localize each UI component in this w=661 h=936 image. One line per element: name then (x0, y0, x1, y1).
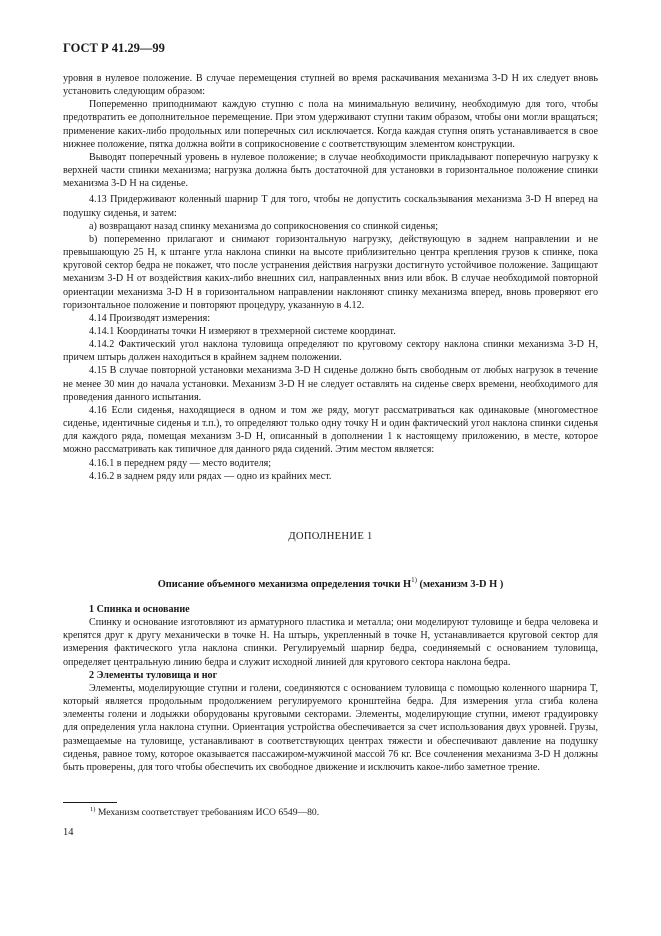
list-item: а) возвращают назад спинку механизма до соприкосновения со спинкой сиденья; (89, 220, 439, 232)
page-header: ГОСТ Р 41.29—99 (63, 41, 165, 55)
paragraph: Выводят поперечный уровень в нулевое положение; в случае необходимости прикладывают поперечную нагрузку к верхней части спинки механизма; нагрузка должна быть достаточной для установки в горизонтальное положение спинки механизма 3-D H на сиденье. (63, 151, 598, 190)
subsection-heading: 2 Элементы туловища и ног (89, 669, 218, 681)
footnote-divider (63, 802, 117, 803)
list-item: 4.16.2 в заднем ряду или рядах — одно из крайних мест. (89, 470, 332, 482)
footnote-ref: 1) (411, 576, 417, 584)
list-item: 4.16.1 в переднем ряду — место водителя; (89, 457, 272, 469)
paragraph: Спинку и основание изготовляют из арматурного пластика и металла; они моделируют туловище и бедра человека и крепятся друг к другу механически в точке H. На штырь, укрепленный в точке H, устанавливается круговой сектор для измерения фактического угла наклона спинки. Регулируемый шарнир бедра, соединяемый с основанием туловища, определяет центральную линию бедра и служит исходной линией для кругового сектора наклона бедра. (63, 617, 598, 668)
appendix-title-main: Описание объемного механизма определения точки H (157, 579, 412, 590)
section-4-text (63, 72, 598, 483)
paragraph: 4.14 Производят измерения: (89, 312, 211, 324)
paragraph: 4.14.1 Координаты точки H измеряют в трехмерной системе координат. (89, 325, 396, 337)
paragraph: Попеременно приподнимают каждую ступню с пола на минимальную величину, необходимую для того, чтобы предотвратить ее дополнительное перемещение. При этом удерживают ступни таким образом, чтобы они могли вращаться; применение каких-либо продольных или поперечных сил исключается. Когда каждая ступня опять устанавливается в свое нижнее положение, пятка должна войти в соприкосновение с соответствующим элементом конструкции. (63, 99, 598, 150)
list-item: b) попеременно прилагают и снимают горизонтальную нагрузку, действующую в заднем направлении и не превышающую 25 Н, к штанге угла наклона спинки на высоте приблизительно центра крепления грузов к спинке, пока круговой сектор бедра не покажет, что после устранения действия нагрузки достигнуто устойчивое положение. Защищают механизм 3-D H от воздействия каких-либо внешних сил, направленных вниз или вбок. В случае необходимой повторной ориентации механизма 3-D H в горизонтальном направлении наклоняют спинку механизма вперед, вновь проверяют его горизонтальное положение и повторяют процедуру, указанную в 4.12. (63, 233, 598, 311)
footnote (90, 806, 319, 819)
subsection-heading: 1 Спинка и основание (89, 604, 190, 615)
paragraph: 4.13 Придерживают коленный шарнир T для того, чтобы не допустить соскальзывания механизма 3-D H вперед на подушку сиденья, и затем: (63, 194, 598, 219)
paragraph: 4.16 Если сиденья, находящиеся в одном и том же ряду, могут рассматриваться как одинаковые (многоместное сиденье, идентичные сиденья и т.п.), то определяют только одну точку H и один фактический угол наклона спинки сиденья для каждого ряда, помещая механизм 3-D H, описанный в дополнении 1 к настоящему приложению, в месте, которое можно рассматривать как типичное для данного ряда сидений. Этим местом является: (63, 404, 598, 456)
page-number: 14 (63, 827, 74, 838)
paragraph: 4.14.2 Фактический угол наклона туловища определяют по круговому сектору наклона спинки механизма 3-D H, причем штырь должен находиться в крайнем заднем положении. (63, 339, 598, 364)
paragraph: Элементы, моделирующие ступни и голени, соединяются с основанием туловища с помощью коленного шарнира T, который является продольным продолжением регулируемого кронштейна бедра. Для измерения угла сгиба колена элементы голени и лодыжки оборудованы круговыми секторами. Элементы, моделирующие ступни, имеют градуировку для определения угла наклона ступни. Ориентация устройства обеспечивается за счет использования двух уровней. Грузы, размещаемые на туловище, устанавливают в соответствующих центрах тяжести и обеспечивают давление на подушку сиденья, равное тому, которое оказывается пассажиром-мужчиной массой 76 кг. Все сочленения механизма 3-D H должны быть проверены, для того чтобы обеспечить их свободное движение и исключить какое-либо заметное трение. (63, 682, 598, 773)
footnote-text: Механизм соответствует требованиям ИСО 6549—80. (95, 807, 320, 818)
appendix-title (63, 578, 598, 591)
appendix-text (63, 603, 598, 774)
paragraph: 4.15 В случае повторной установки механизма 3-D H сиденье должно быть свободным от любых нагрузок в течение не менее 30 мин до начала установки. Механизм 3-D H не следует оставлять на сиденье сверх времени, необходимого для проведения данного испытания. (63, 365, 598, 403)
appendix-heading: ДОПОЛНЕНИЕ 1 (288, 531, 373, 542)
footnote-mark: 1) (90, 806, 96, 813)
paragraph: уровня в нулевое положение. В случае перемещения ступней во время раскачивания механизма 3-D H их следует вновь установить следующим образом: (63, 73, 598, 98)
appendix-title-tail: (механизм 3-D H ) (416, 579, 504, 590)
